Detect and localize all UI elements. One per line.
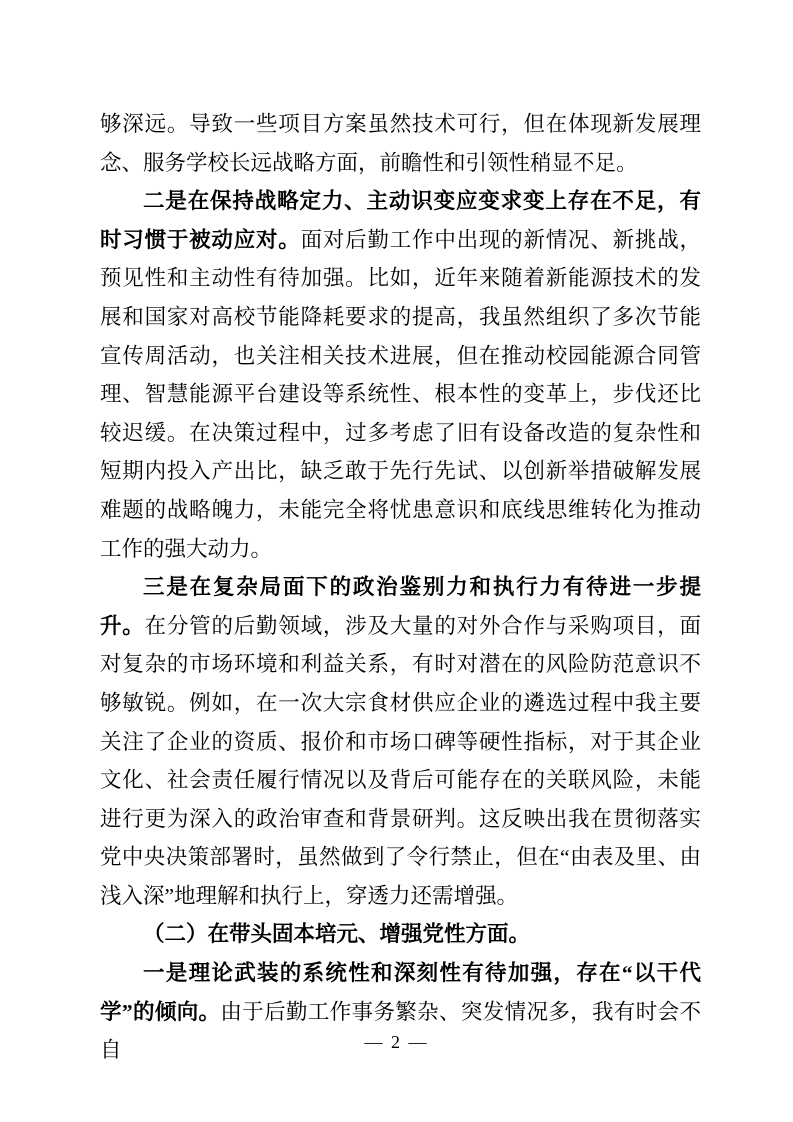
paragraph-body: 由于后勤工作事务繁杂、突发情况多，我有时会不自: [100, 999, 701, 1063]
paragraph-lead: （二）在带头固本培元、增强党性方面。: [143, 922, 531, 947]
paragraph-lead: 一是理论武装的系统性和深刻性有待加强，存在“以干代学”的倾向。: [100, 961, 701, 1024]
document-body: [100, 105, 701, 1070]
paragraph-lead: 二是在保持战略定力、主动识变应变求变上存在不足，有时习惯于被动应对。: [100, 189, 701, 252]
paragraph: [100, 568, 701, 915]
paragraph-body: 在分管的后勤领域，涉及大量的对外合作与采购项目，面对复杂的市场环境和利益关系，有时对潜在的风险防范意识不够敏锐。例如，在一次大宗食材供应企业的遴选过程中我主要关注了企业的资质、报价和市场口碑等硬性指标，对于其企业文化、社会责任履行情况以及背后可能存在的关联风险，未能进行更为深入的政治审查和背景研判。这反映出我在贯彻落实党中央决策部署时，虽然做到了令行禁止，但在“由表及里、由浅入深”地理解和执行上，穿透力还需增强。: [100, 613, 701, 908]
paragraph-lead: 三是在复杂局面下的政治鉴别力和执行力有待进一步提升。: [100, 575, 701, 638]
paragraph: [100, 915, 701, 954]
paragraph-body: 面对后勤工作中出现的新情况、新挑战，预见性和主动性有待加强。比如，近年来随着新能源技术的发展和国家对高校节能降耗要求的提高，我虽然组织了多次节能宣传周活动，也关注相关技术进展，但在推动校园能源合同管理、智慧能源平台建设等系统性、根本性的变革上，步伐还比较迟缓。在决策过程中，过多考虑了旧有设备改造的复杂性和短期内投入产出比，缺乏敢于先行先试、以创新举措破解发展难题的战略魄力，未能完全将忧患意识和底线思维转化为推动工作的强大动力。: [100, 227, 701, 561]
page-number: — 2 —: [364, 1032, 429, 1052]
paragraph-body: 够深远。导致一些项目方案虽然技术可行，但在体现新发展理念、服务学校长远战略方面，前瞻性和引领性稍显不足。: [100, 112, 701, 175]
paragraph: [100, 105, 701, 182]
paragraph: [100, 182, 701, 568]
